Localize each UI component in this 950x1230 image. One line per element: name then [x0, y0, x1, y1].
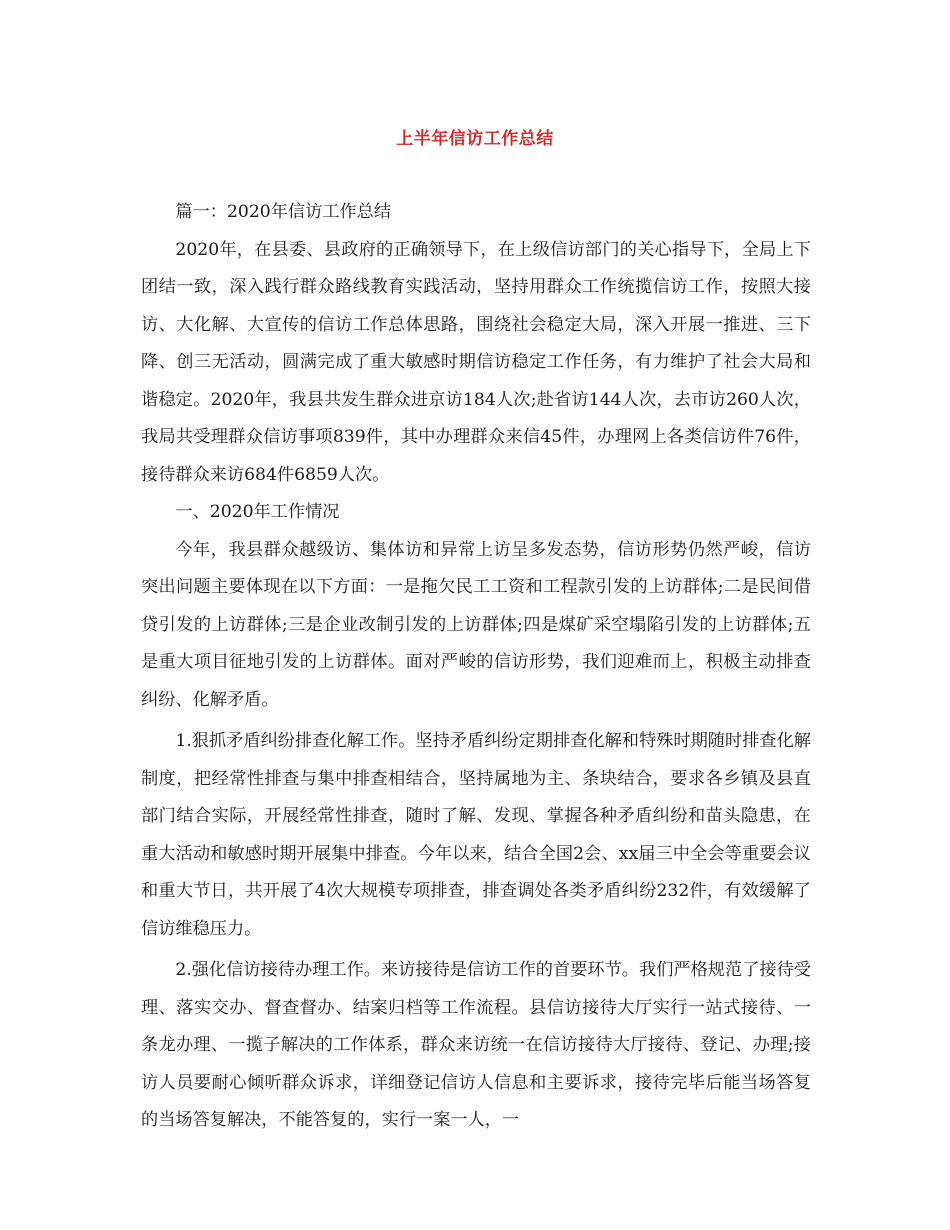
section-heading: 篇一：2020年信访工作总结 [175, 202, 392, 222]
paragraph: 2.强化信访接待办理工作。来访接待是信访工作的首要环节。我们严格规范了接待受理、落实交办、督查督办、结案归档等工作流程。县信访接待大厅实行一站式接待、一条龙办理、一揽子解决的工作体系，群众来访统一在信访接待大厅接待、登记、办理;接访人员要耐心倾听群众诉求，详细登记信访人信息和主要诉求，接待完毕后能当场答复的当场答复解决，不能答复的，实行一案一人，一 [141, 960, 811, 1130]
paragraph: 今年，我县群众越级访、集体访和异常上访呈多发态势，信访形势仍然严峻，信访突出问题主要体现在以下方面：一是拖欠民工工资和工程款引发的上访群体;二是民间借贷引发的上访群体;三是企业改制引发的上访群体;四是煤矿采空塌陷引发的上访群体;五是重大项目征地引发的上访群体。面对严峻的信访形势，我们迎难而上，积极主动排查纠纷、化解矛盾。 [141, 539, 811, 710]
paragraph: 1.狠抓矛盾纠纷排查化解工作。坚持矛盾纠纷定期排查化解和特殊时期随时排查化解制度，把经常性排查与集中排查相结合，坚持属地为主、条块结合，要求各乡镇及县直部门结合实际，开展经常性排查，随时了解、发现、掌握各种矛盾纠纷和苗头隐患，在重大活动和敏感时期开展集中排查。今年以来，结合全国2会、xx届三中全会等重要会议和重大节日，共开展了4次大规模专项排查，排查调处各类矛盾纠纷232件，有效缓解了信访维稳压力。 [141, 731, 811, 939]
document-title: 上半年信访工作总结 [396, 129, 554, 149]
document-body [141, 194, 811, 1140]
paragraph: 2020年，在县委、县政府的正确领导下，在上级信访部门的关心指导下，全局上下团结一致，深入践行群众路线教育实践活动，坚持用群众工作统揽信访工作，按照大接访、大化解、大宣传的信访工作总体思路，围绕社会稳定大局，深入开展一推进、三下降、创三无活动，圆满完成了重大敏感时期信访稳定工作任务，有力维护了社会大局和谐稳定。2020年，我县共发生群众进京访184人次;赴省访144人次，去市访260人次，我局共受理群众信访事项839件，其中办理群众来信45件，办理网上各类信访件76件，接待群众来访684件6859人次。 [141, 239, 811, 485]
section-heading: 一、2020年工作情况 [175, 502, 340, 522]
